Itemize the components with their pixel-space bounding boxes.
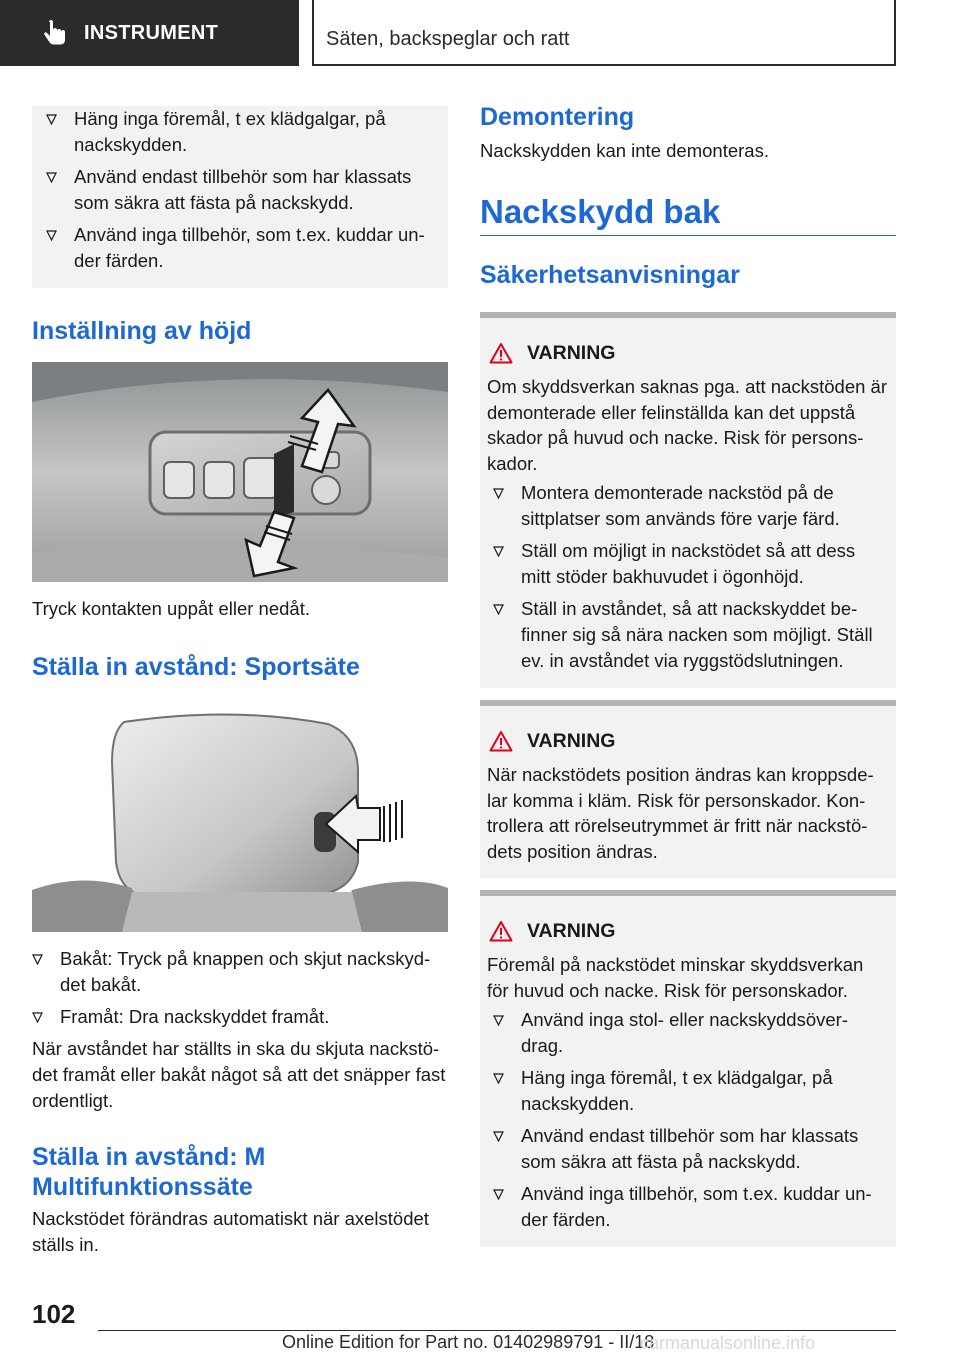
watermark: carmanualsonline.info <box>640 1333 816 1353</box>
warning-title <box>487 918 888 944</box>
list-item-text: Använd endast tillbehör som har klassats som säkra att fästa på nackskydd. <box>521 1125 859 1172</box>
m-text: Nackstödet förändras automatiskt när axelstödet ställs in. <box>32 1208 429 1255</box>
warning-box-1 <box>480 312 896 688</box>
list-item-text: Använd inga tillbehör, som t.ex. kuddar un-der färden. <box>521 1183 872 1230</box>
warning-text: Om skyddsverkan saknas pga. att nackstöden är demonterade eller felinställda kan det uppstå skador på huvud och nacke. Risk för persons-kador. <box>487 376 888 474</box>
chapter-tab-label: INSTRUMENT <box>84 21 219 44</box>
warning-label: VARNING <box>527 341 616 364</box>
triangle-bullet-icon <box>32 946 44 972</box>
list-item-text: Använd endast tillbehör som har klassats som säkra att fästa på nackskydd. <box>74 166 412 213</box>
list-item <box>493 596 888 674</box>
list-item <box>32 946 448 998</box>
list-item <box>46 106 434 158</box>
list-item <box>46 222 434 274</box>
triangle-bullet-icon <box>493 1065 505 1091</box>
warning-label: VARNING <box>527 729 616 752</box>
triangle-bullet-icon <box>46 164 58 190</box>
chapter-tab <box>0 0 299 66</box>
list-item <box>493 1181 888 1233</box>
list-item <box>493 480 888 532</box>
list-item-text: Ställ om möjligt in nackstödet så att dess mitt stöder bakhuvudet i ögonhöjd. <box>521 540 856 587</box>
section-title-box <box>312 0 896 66</box>
warning-text: När nackstödets position ändras kan kroppsde-lar komma i kläm. Risk för personskador. Kon-trollera att rörelseutrymmet är fritt när nackstö-dets position ändras. <box>487 764 874 862</box>
triangle-bullet-icon <box>32 1004 44 1030</box>
list-item-text: Häng inga föremål, t ex klädgalgar, på nackskydden. <box>74 108 386 155</box>
triangle-bullet-icon <box>493 1123 505 1149</box>
height-heading: Inställning av höjd <box>32 317 252 345</box>
triangle-bullet-icon <box>493 538 505 564</box>
demont-heading: Demontering <box>480 103 635 131</box>
hand-pointer-icon <box>40 18 70 48</box>
list-item-text: Använd inga stol- eller nackskyddsöver-drag. <box>521 1009 848 1056</box>
top-bullet-box <box>32 106 448 288</box>
m-heading-line1: Ställa in avstånd: M <box>32 1143 266 1171</box>
sport-heading: Ställa in avstånd: Sportsäte <box>32 653 360 681</box>
warning-triangle-icon <box>489 920 513 942</box>
sport-bullet-list <box>32 946 448 1030</box>
warning-triangle-icon <box>489 730 513 752</box>
triangle-bullet-icon <box>46 106 58 132</box>
warning-text: Föremål på nackstödet minskar skyddsverkan för huvud och nacke. Risk för personskador. <box>487 954 864 1001</box>
m-heading <box>32 1142 448 1202</box>
triangle-bullet-icon <box>493 1181 505 1207</box>
warning-title <box>487 340 888 366</box>
warning-title <box>487 728 888 754</box>
warning-box-3 <box>480 890 896 1247</box>
list-item-text: Bakåt: Tryck på knappen och skjut nackskyd-det bakåt. <box>60 948 431 995</box>
seat-switch-illustration <box>32 362 448 582</box>
triangle-bullet-icon <box>46 222 58 248</box>
height-caption: Tryck kontakten uppåt eller nedåt. <box>32 598 310 619</box>
list-item <box>493 1065 888 1117</box>
list-item <box>493 538 888 590</box>
m-heading-line2: Multifunktionssäte <box>32 1173 253 1201</box>
left-column <box>32 102 448 1258</box>
triangle-bullet-icon <box>493 1007 505 1033</box>
list-item-text: Ställ in avståndet, så att nackskyddet be-finner sig så nära nacken som möjligt. Ställ ev. in avståndet via ryggstödslutningen. <box>521 598 873 671</box>
footer-rule <box>98 1330 896 1331</box>
warning-bullet-list <box>487 480 888 674</box>
list-item <box>493 1123 888 1175</box>
warning-bullet-list <box>487 1007 888 1233</box>
headrest-illustration <box>32 712 448 932</box>
list-item <box>46 164 434 216</box>
list-item <box>493 1007 888 1059</box>
list-item-text: Framåt: Dra nackskyddet framåt. <box>60 1006 330 1027</box>
warning-label: VARNING <box>527 919 616 942</box>
sport-text: När avståndet har ställts in ska du skjuta nackstö-det framåt eller bakåt något så att det snäpper fast ordentligt. <box>32 1038 446 1111</box>
heading-rule <box>480 235 896 236</box>
list-item-text: Använd inga tillbehör, som t.ex. kuddar un-der färden. <box>74 224 425 271</box>
list-item-text: Montera demonterade nackstöd på de sittplatser som används före varje färd. <box>521 482 840 529</box>
triangle-bullet-icon <box>493 480 505 506</box>
demont-text: Nackskydden kan inte demonteras. <box>480 140 769 161</box>
main-heading: Nackskydd bak <box>480 193 721 230</box>
right-column <box>480 102 896 1247</box>
edition-note: Online Edition for Part no. 01402989791 - II/18 <box>282 1332 655 1352</box>
list-item <box>32 1004 448 1030</box>
list-item-text: Häng inga föremål, t ex klädgalgar, på nackskydden. <box>521 1067 833 1114</box>
triangle-bullet-icon <box>493 596 505 622</box>
safety-heading: Säkerhetsanvisningar <box>480 261 740 289</box>
section-title: Säten, backspeglar och ratt <box>326 28 570 50</box>
page-number: 102 <box>32 1299 76 1329</box>
warning-box-2 <box>480 700 896 878</box>
warning-triangle-icon <box>489 342 513 364</box>
